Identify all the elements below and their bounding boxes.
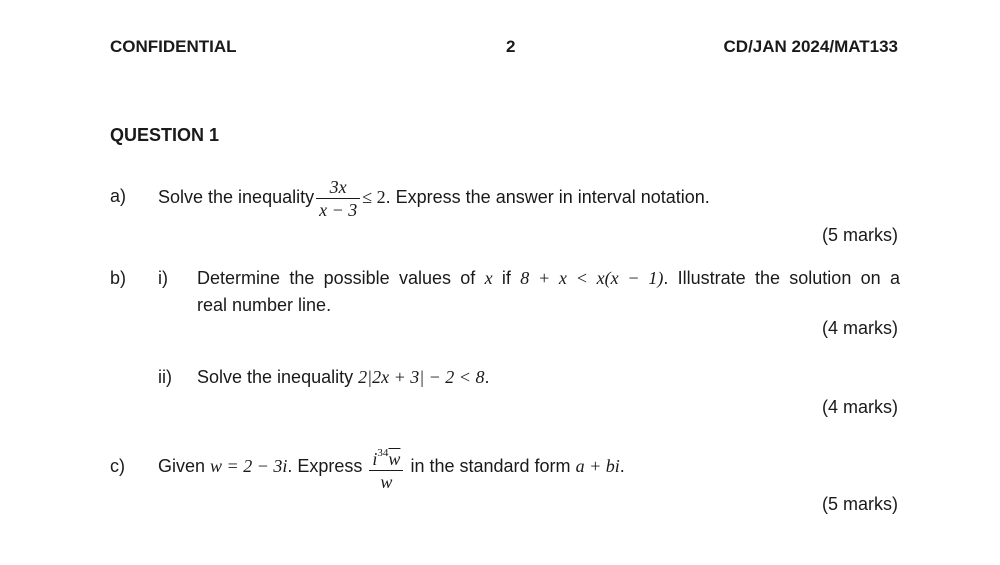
numerator-w-conjugate: $\overline{w}$ [388, 448, 401, 469]
part-b-i-text-after: . Illustrate the solution on a [663, 268, 900, 288]
part-b-label: b) [110, 268, 127, 288]
header-code: CD/JAN 2024/MAT133 [723, 37, 898, 56]
part-b-i-label: i) [158, 268, 168, 288]
part-a-label: a) [110, 186, 127, 206]
part-a-question [158, 168, 710, 226]
part-c-label: c) [110, 456, 125, 476]
part-c-question [158, 436, 625, 496]
question-title: QUESTION 1 [110, 125, 220, 145]
part-a-text-after: . Express the answer in interval notation. [385, 187, 710, 207]
part-c-express: . Express [287, 456, 363, 476]
header-page-number: 2 [506, 37, 516, 56]
part-b-i-text-before: Determine the possible values of [197, 268, 476, 288]
part-c-fraction [369, 442, 403, 493]
part-b-i-inequality: 8 + x < x(x − 1) [520, 268, 664, 288]
part-b-i-if: if [501, 268, 511, 288]
numerator-i: i [372, 448, 378, 469]
part-a-relation: ≤ 2 [362, 187, 386, 207]
fraction-numerator: 3x [316, 176, 360, 199]
part-b-i-line1 [197, 268, 900, 289]
part-c-text-after: in the standard form [410, 456, 571, 476]
fraction-denominator: x − 3 [319, 199, 358, 220]
part-b-ii-label: ii) [158, 367, 172, 387]
part-a-text-before: Solve the inequality [158, 187, 315, 207]
part-b-ii-period: . [484, 367, 490, 387]
part-b-ii-question [197, 367, 489, 388]
part-c-given: Given [158, 456, 206, 476]
part-b-ii-inequality: 2|2x + 3| − 2 < 8 [358, 367, 485, 387]
part-a-fraction [316, 176, 360, 221]
part-c-period: . [619, 456, 625, 476]
part-b-ii-text-before: Solve the inequality [197, 367, 354, 387]
part-b-i-var: x [484, 268, 493, 288]
part-c-form: a + bi [575, 456, 620, 476]
part-b-i-marks: (4 marks) [822, 318, 898, 338]
fraction-denominator: w [380, 471, 393, 492]
part-a-marks: (5 marks) [822, 225, 898, 245]
part-c-w-def: w = 2 − 3i [210, 456, 288, 476]
part-b-ii-marks: (4 marks) [822, 397, 898, 417]
part-b-i-line2: real number line. [197, 295, 332, 315]
numerator-exponent: 34 [377, 446, 389, 459]
fraction-numerator [369, 442, 403, 471]
part-c-marks: (5 marks) [822, 494, 898, 514]
header-confidential: CONFIDENTIAL [110, 37, 237, 56]
